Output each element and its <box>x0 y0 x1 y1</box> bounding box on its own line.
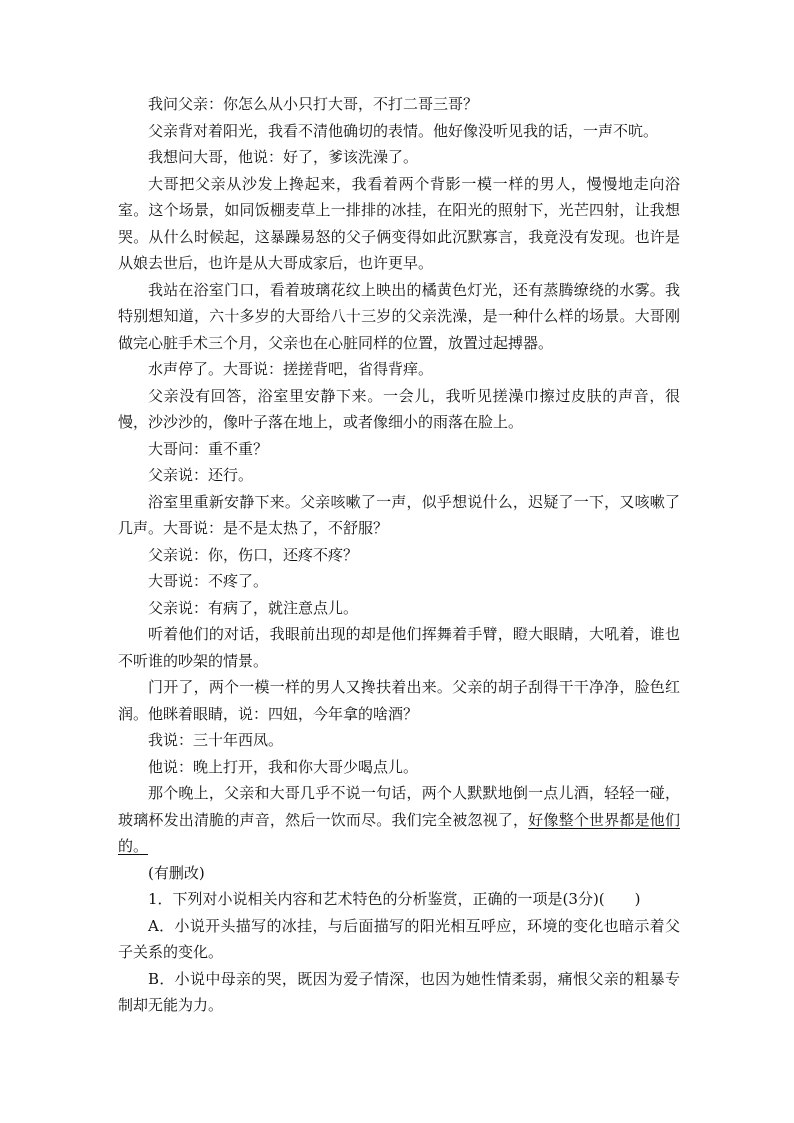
story-paragraph: 浴室里重新安静下来。父亲咳嗽了一声，似乎想说什么，迟疑了一下，又咳嗽了几声。大哥说：是不是太热了，不舒服？ <box>118 492 680 537</box>
story-text <box>118 91 680 1019</box>
story-paragraph: 我问父亲：你怎么从小只打大哥，不打二哥三哥？ <box>148 95 479 113</box>
story-paragraph: 我说：三十年西凤。 <box>148 731 284 749</box>
story-paragraph: 父亲没有回答，浴室里安静下来。一会儿，我听见搓澡巾擦过皮肤的声音，很慢，沙沙沙的，像叶子落在地上，或者像细小的雨落在脸上。 <box>118 386 680 431</box>
story-paragraph: 大哥说：不疼了。 <box>148 572 269 590</box>
story-paragraph: 父亲背对着阳光，我看不清他确切的表情。他好像没听见我的话，一声不吭。 <box>148 121 659 140</box>
story-paragraph: 父亲说：你，伤口，还疼不疼？ <box>148 545 359 564</box>
story-paragraph: 父亲说：有病了，就注意点儿。 <box>148 598 359 617</box>
option-a: A．小说开头描写的冰挂，与后面描写的阳光相互呼应，环境的变化也暗示着父子关系的变化。 <box>118 916 680 961</box>
story-paragraph: 父亲说：还行。 <box>148 466 254 484</box>
story-paragraph: 他说：晚上打开，我和你大哥少喝点儿。 <box>148 757 419 776</box>
option-b: B．小说中母亲的哭，既因为爱子情深，也因为她性情柔弱，痛恨父亲的粗暴专制却无能为力。 <box>118 969 680 1014</box>
story-paragraph: 我想问大哥，他说：好了，爹该洗澡了。 <box>148 148 419 166</box>
underlined-sentence: 好像整个世界都是他们的。 <box>118 810 680 855</box>
story-paragraph: 门开了，两个一模一样的男人又搀扶着出来。父亲的胡子刮得干干净净，脸色红润。他眯着眼睛，说：四妞，今年拿的啥酒？ <box>118 678 680 723</box>
story-paragraph: 水声停了。大哥说：搓搓背吧，省得背痒。 <box>148 360 434 378</box>
story-paragraph: 大哥问：重不重？ <box>148 439 269 458</box>
final-paragraph-text: 那个晚上，父亲和大哥几乎不说一句话，两个人默默地倒一点儿酒，轻轻一碰，玻璃杯发出清脆的声音，然后一饮而尽。我们完全被忽视了， <box>118 784 680 829</box>
story-paragraph: 听着他们的对话，我眼前出现的却是他们挥舞着手臂，瞪大眼睛，大吼着，谁也不听谁的吵架的情景。 <box>118 625 680 670</box>
source-note: (有删改) <box>148 863 205 882</box>
question-stem: 1．下列对小说相关内容和艺术特色的分析鉴赏，正确的一项是(3分)( ) <box>148 890 641 908</box>
story-paragraph: 大哥把父亲从沙发上搀起来，我看着两个背影一模一样的男人，慢慢地走向浴室。这个场景，如同饭棚麦草上一排排的冰挂，在阳光的照射下，光芒四射，让我想哭。从什么时候起，这暴躁易怒的父子俩变得如此沉默寡言，我竟没有发现。也许是从娘去世后，也许是从大哥成家后，也许更早。 <box>118 174 680 272</box>
story-paragraph: 我站在浴室门口，看着玻璃花纹上映出的橘黄色灯光，还有蒸腾缭绕的水雾。我特别想知道，六十多岁的大哥给八十三岁的父亲洗澡，是一种什么样的场景。大哥刚做完心脏手术三个月，父亲也在心脏同样的位置，放置过起搏器。 <box>118 280 680 352</box>
story-final-paragraph <box>118 780 680 860</box>
